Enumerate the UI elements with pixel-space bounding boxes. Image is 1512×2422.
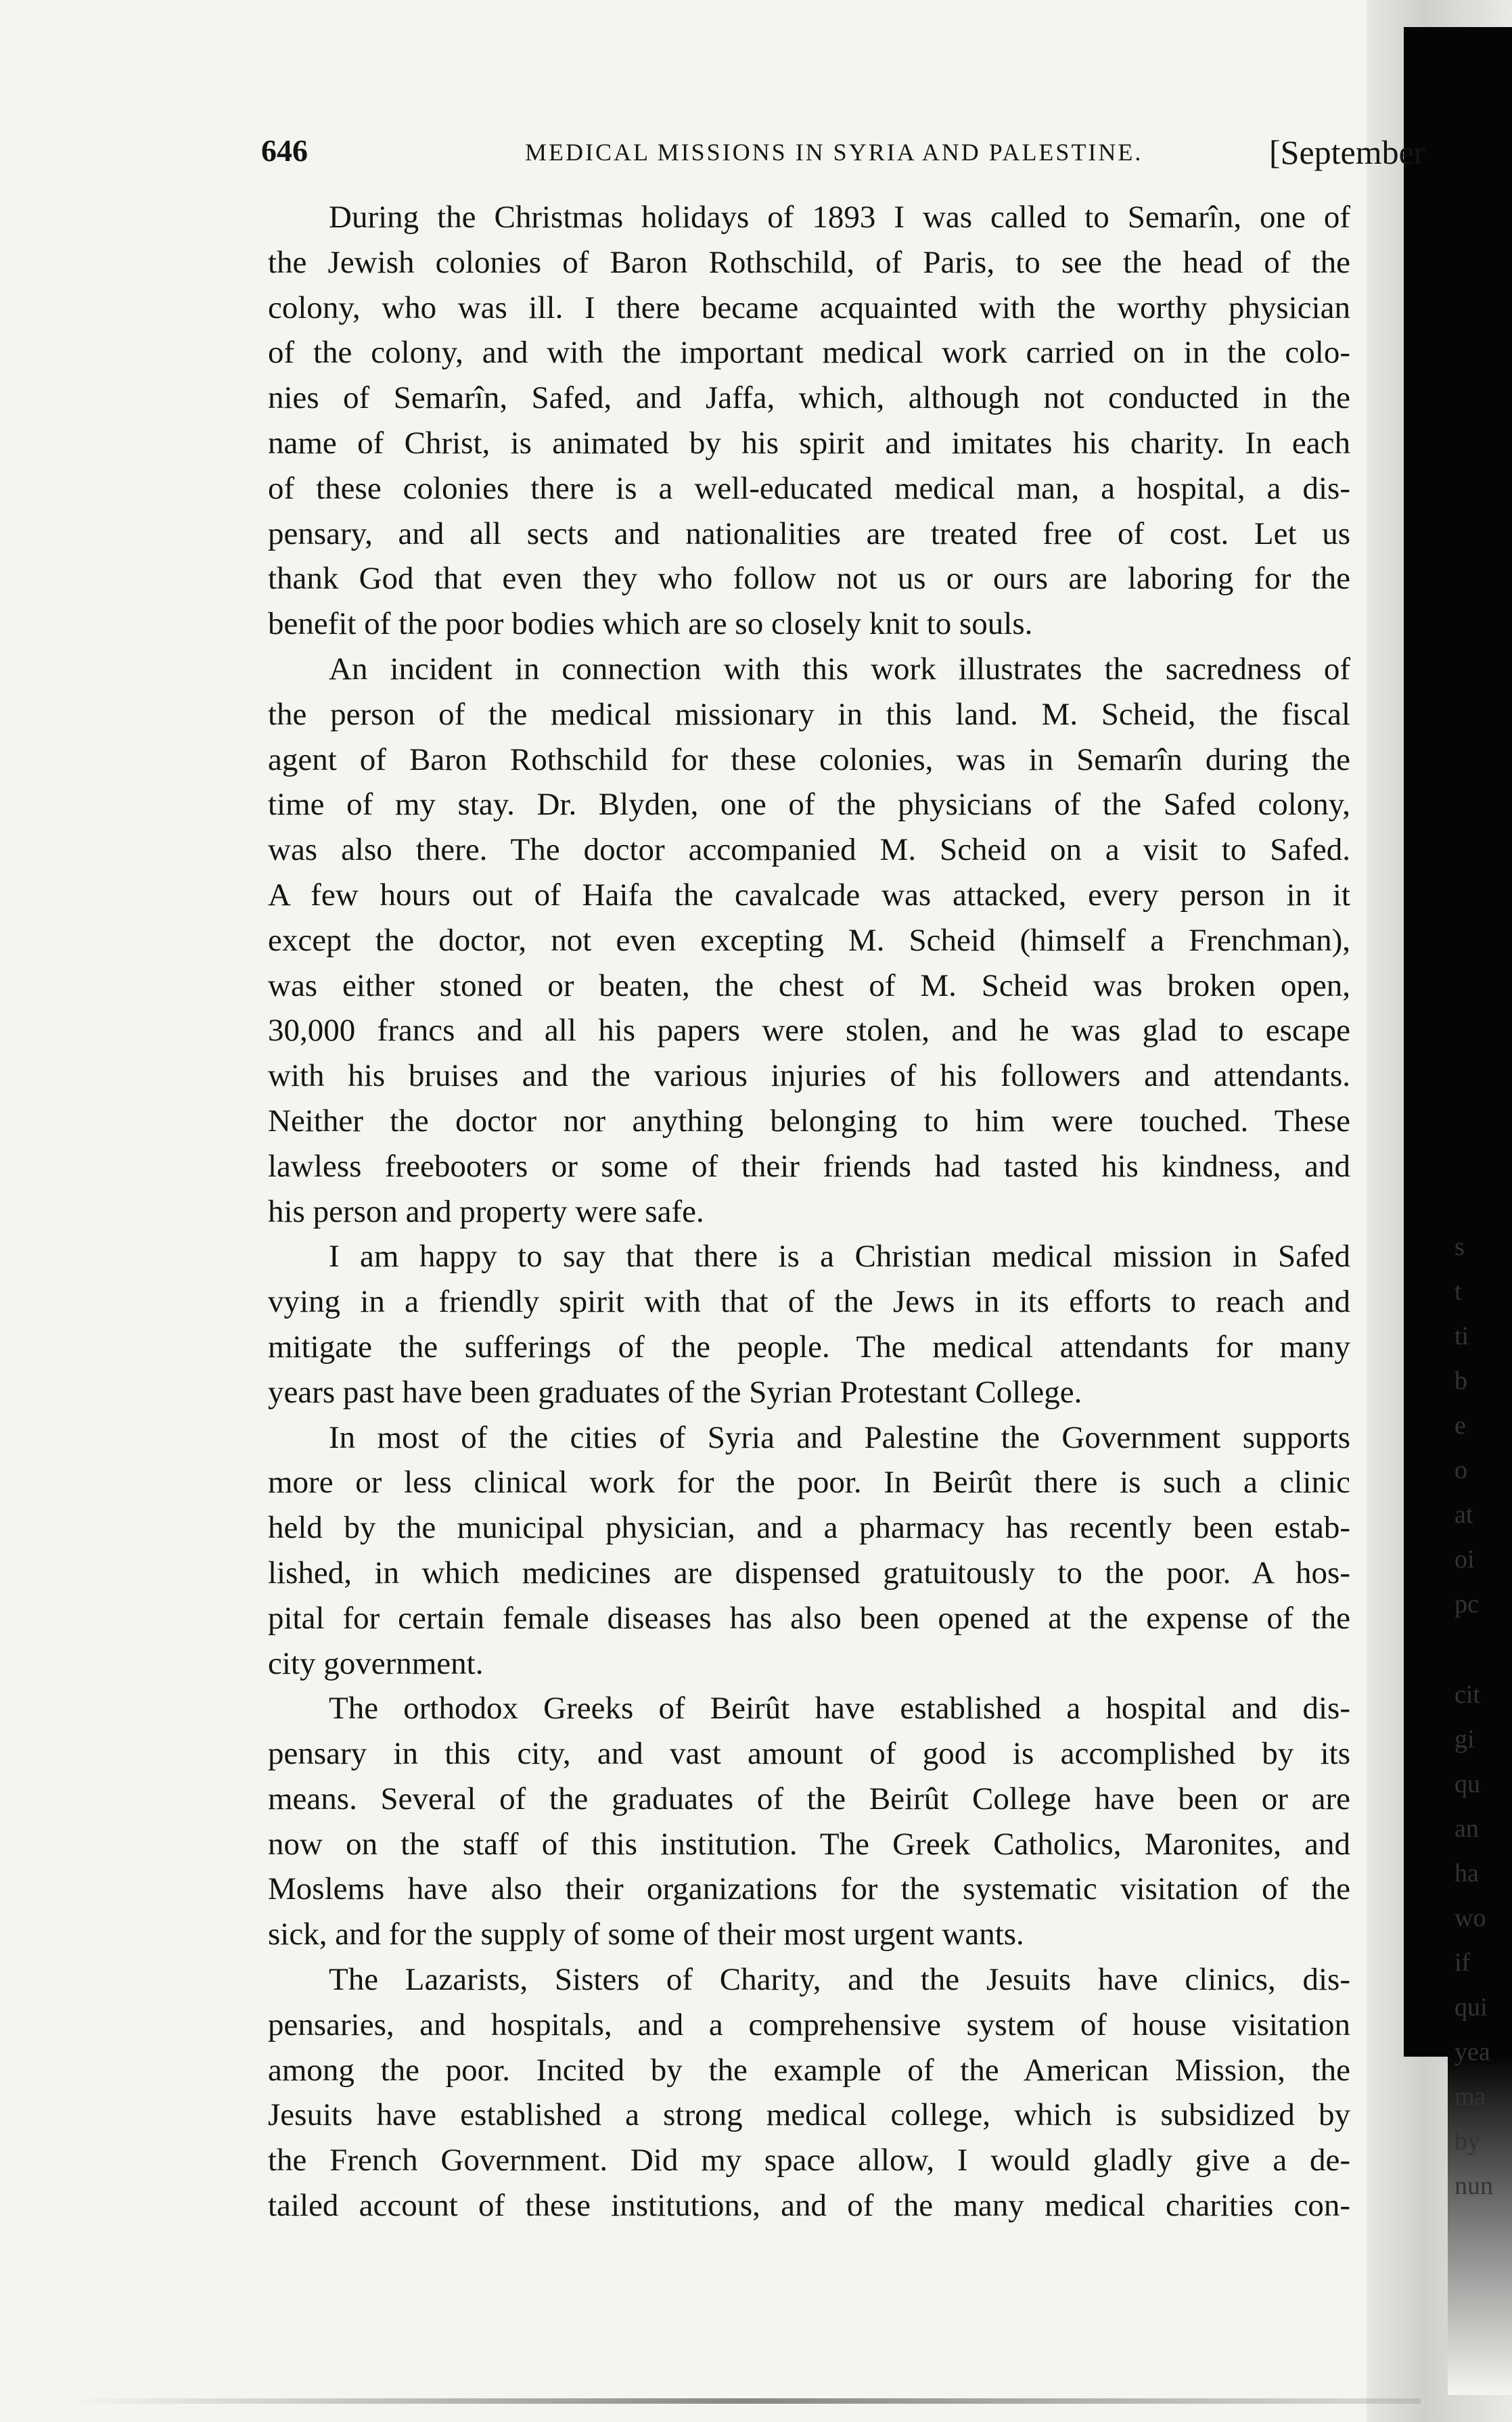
text-line: held by the municipal physician, and a pharmacy has recently been estab- — [268, 1510, 1350, 1546]
text-line: pensary in this city, and vast amount of good is accomplished by its — [268, 1736, 1350, 1772]
text-line: benefit of the poor bodies which are so closely knit to souls. — [268, 606, 1033, 642]
text-line: nies of Semarîn, Safed, and Jaffa, which, although not conducted in the — [268, 380, 1350, 416]
text-line: A few hours out of Haifa the cavalcade was attacked, every person in it — [268, 877, 1350, 913]
facing-page-bleed: s t ti b e o at oi pc cit gi qu an ha wo if qui yea ma by nun — [1454, 1233, 1493, 2200]
text-line: lawless freebooters or some of their friends had tasted his kindness, and — [268, 1148, 1350, 1184]
text-line: city government. — [268, 1645, 484, 1681]
text-line: name of Christ, is animated by his spirit and imitates his charity. In each — [268, 425, 1350, 461]
text-line: I am happy to say that there is a Christian medical mission in Safed — [329, 1239, 1350, 1275]
text-line: now on the staff of this institution. The Greek Catholics, Maronites, and — [268, 1826, 1350, 1862]
text-line: with his bruises and the various injuries of his followers and attendants. — [268, 1058, 1350, 1094]
text-line: Jesuits have established a strong medical college, which is subsidized by — [268, 2097, 1350, 2133]
text-line: During the Christmas holidays of 1893 I was called to Semarîn, one of — [329, 200, 1350, 235]
text-line: mitigate the sufferings of the people. The medical attendants for many — [268, 1329, 1350, 1365]
text-line: his person and property were safe. — [268, 1193, 704, 1229]
text-line: except the doctor, not even excepting M. Scheid (himself a Frenchman), — [268, 922, 1350, 958]
text-line: sick, and for the supply of some of their most urgent wants. — [268, 1917, 1024, 1952]
text-line: pensary, and all sects and nationalities are treated free of cost. Let us — [268, 516, 1350, 551]
text-line: 30,000 francs and all his papers were stolen, and he was glad to escape — [268, 1013, 1350, 1049]
text-line: An incident in connection with this work illustrates the sacredness of — [329, 651, 1350, 687]
text-line: was either stoned or beaten, the chest of M. Scheid was broken open, — [268, 967, 1350, 1003]
text-line: the Jewish colonies of Baron Rothschild, of Paris, to see the head of the — [268, 244, 1350, 280]
text-line: of these colonies there is a well-educated medical man, a hospital, a dis- — [268, 470, 1350, 506]
text-line: time of my stay. Dr. Blyden, one of the physicians of the Safed colony, — [268, 787, 1350, 823]
text-line: pital for certain female diseases has also been opened at the expense of the — [268, 1600, 1350, 1636]
text-line: was also there. The doctor accompanied M. Scheid on a visit to Safed. — [268, 832, 1350, 868]
text-line: of the colony, and with the important medical work carried on in the colo- — [268, 335, 1350, 371]
page-number: 646 — [261, 133, 308, 168]
running-title: MEDICAL MISSIONS IN SYRIA AND PALESTINE. — [525, 139, 1143, 166]
text-line: means. Several of the graduates of the Beirût College have been or are — [268, 1781, 1350, 1816]
text-line: Moslems have also their organizations for the systematic visitation of the — [268, 1871, 1350, 1907]
body-text — [268, 195, 1350, 2229]
text-line: Neither the doctor nor anything belonging to him were touched. These — [268, 1103, 1350, 1139]
text-line: vying in a friendly spirit with that of the Jews in its efforts to reach and — [268, 1284, 1350, 1320]
text-line: In most of the cities of Syria and Palestine the Government supports — [329, 1419, 1350, 1455]
text-line: the person of the medical missionary in this land. M. Scheid, the fiscal — [268, 696, 1350, 732]
running-head — [261, 133, 1425, 180]
text-line: tailed account of these institutions, and of the many medical charities con- — [268, 2188, 1350, 2224]
text-line: agent of Baron Rothschild for these colonies, was in Semarîn during the — [268, 741, 1350, 777]
text-line: pensaries, and hospitals, and a comprehensive system of house visitation — [268, 2007, 1350, 2042]
text-line: The orthodox Greeks of Beirût have established a hospital and dis- — [329, 1691, 1350, 1727]
text-line: more or less clinical work for the poor. In Beirût there is such a clinic — [268, 1465, 1350, 1501]
text-line: the French Government. Did my space allow, I would gladly give a de- — [268, 2143, 1350, 2178]
text-line: The Lazarists, Sisters of Charity, and the Jesuits have clinics, dis- — [329, 1962, 1350, 1998]
bottom-edge-smudge — [68, 2398, 1421, 2404]
text-line: years past have been graduates of the Syrian Protestant College. — [268, 1374, 1082, 1410]
text-line: thank God that even they who follow not us or ours are laboring for the — [268, 561, 1350, 597]
running-month: [September — [1269, 133, 1425, 171]
text-line: lished, in which medicines are dispensed gratuitously to the poor. A hos- — [268, 1555, 1350, 1591]
text-line: colony, who was ill. I there became acquainted with the worthy physician — [268, 290, 1350, 325]
text-line: among the poor. Incited by the example of the American Mission, the — [268, 2052, 1350, 2088]
